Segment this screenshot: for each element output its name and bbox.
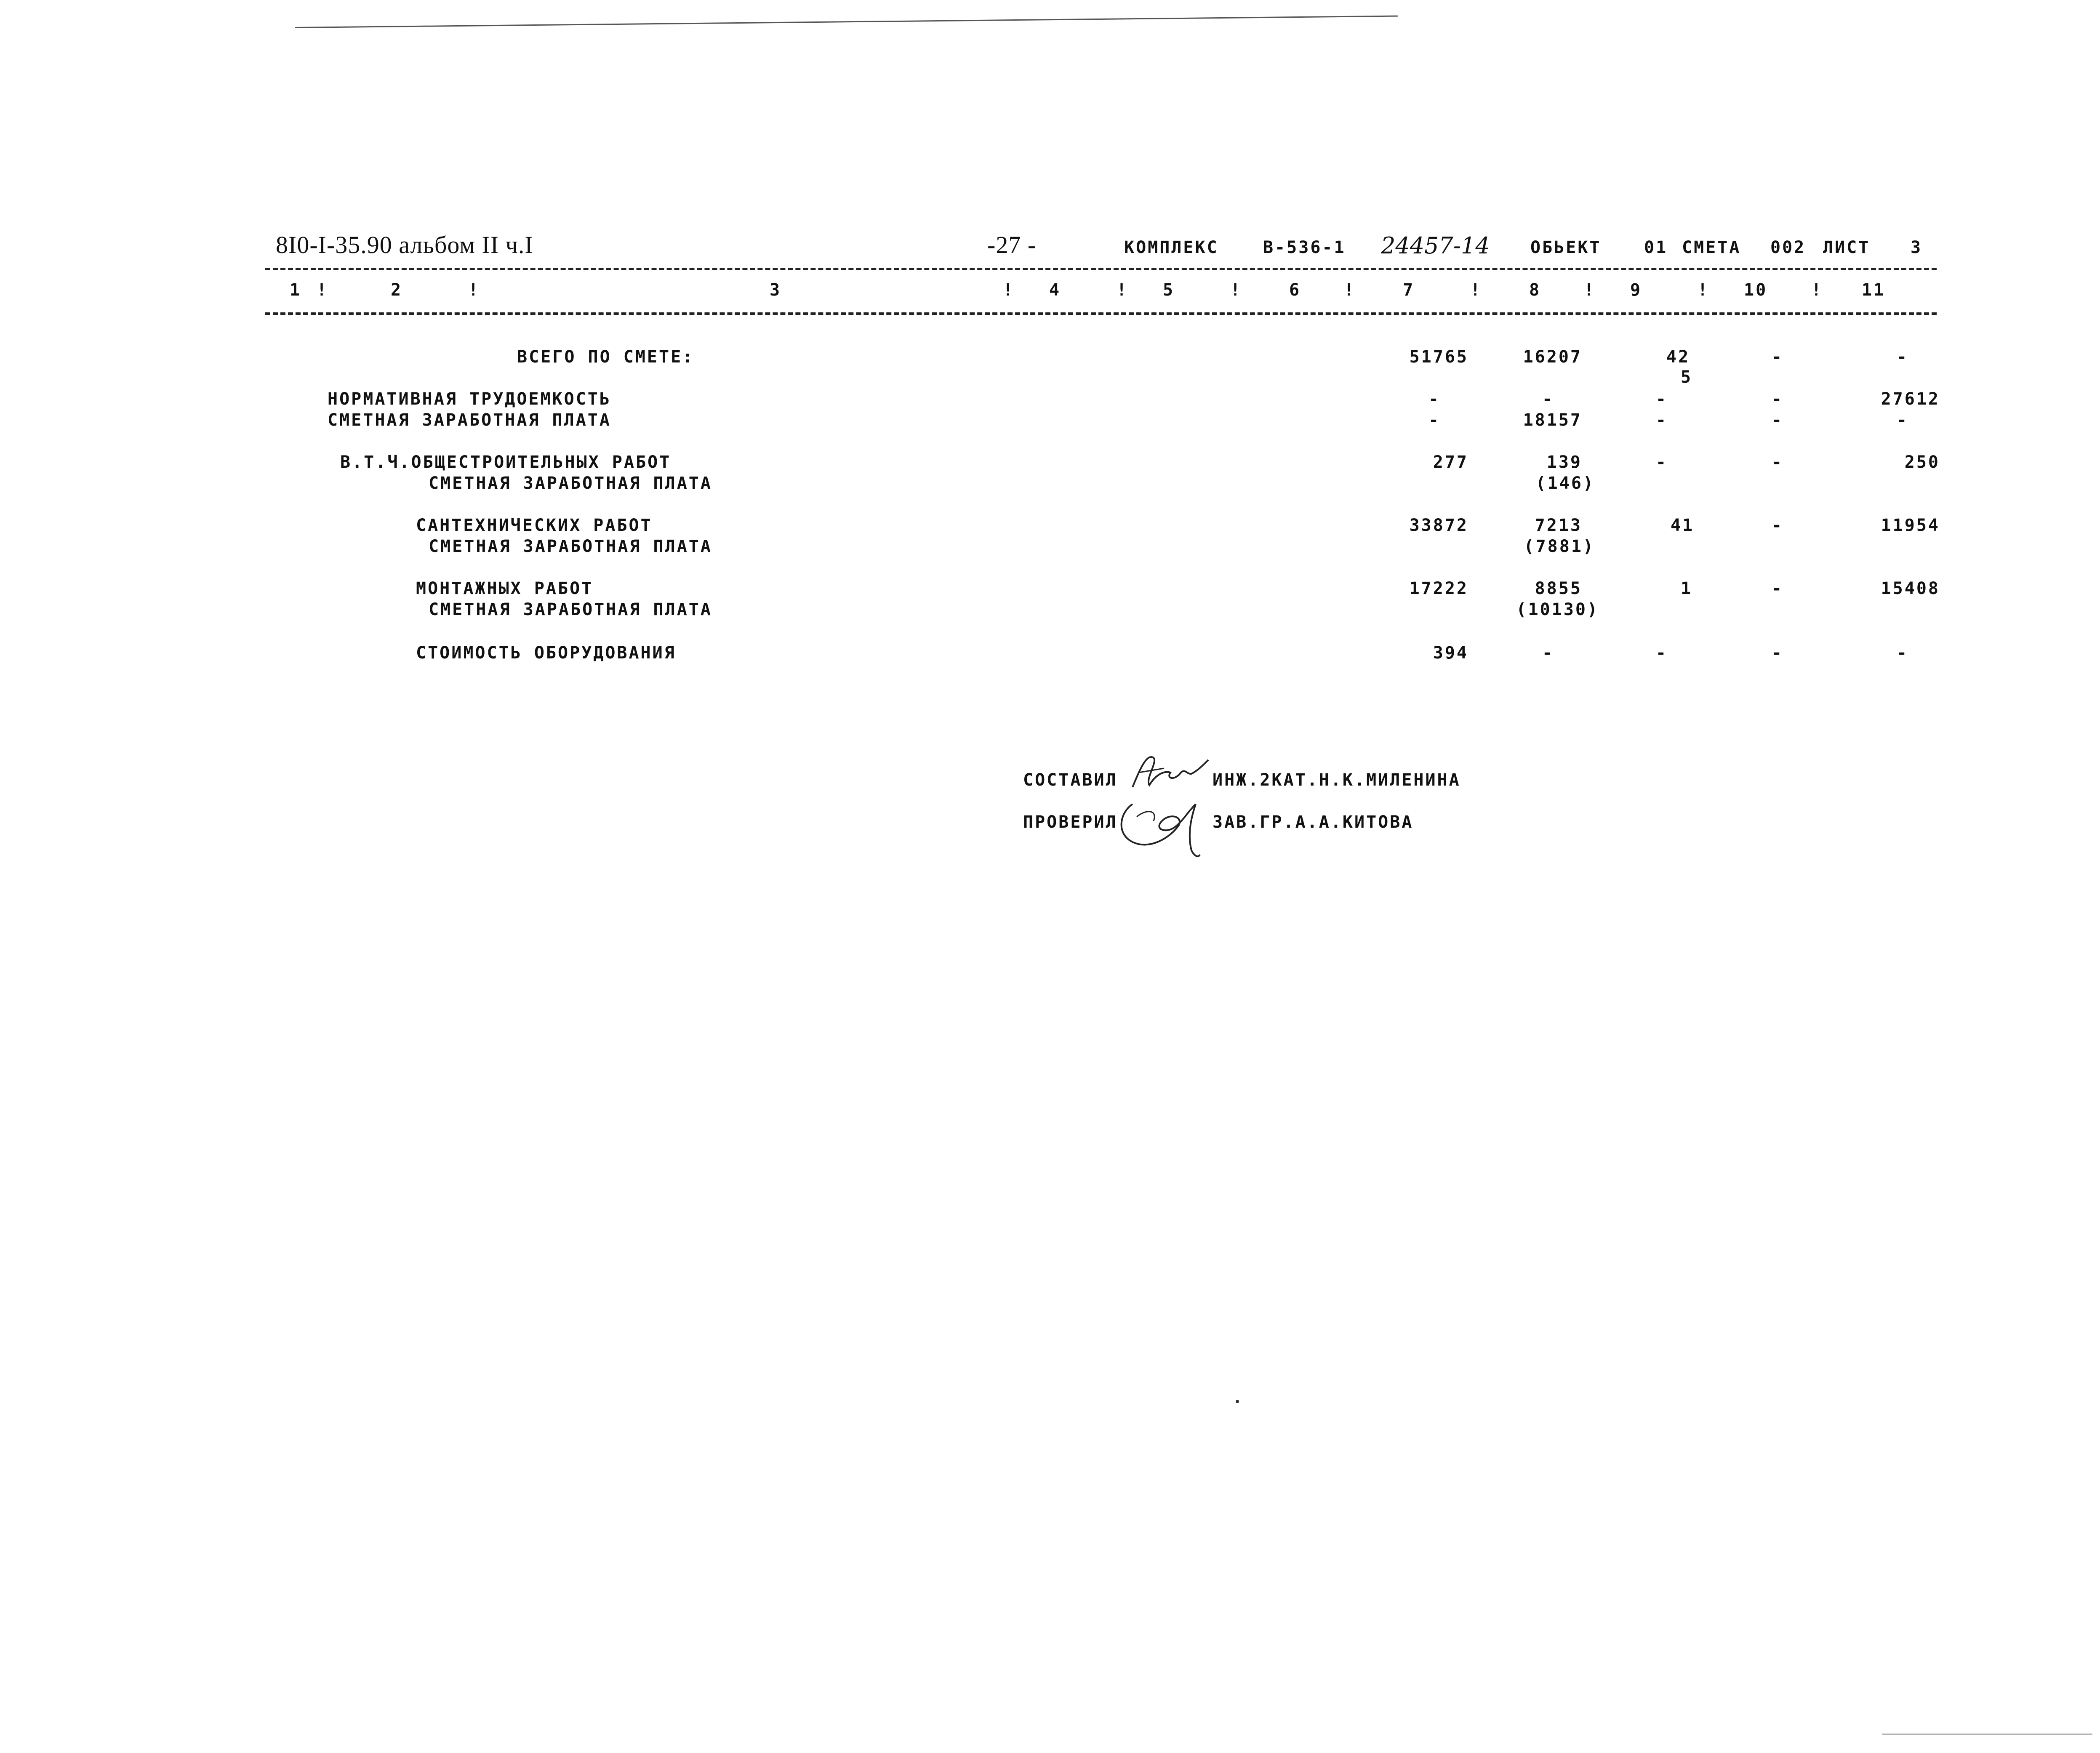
column-separator: ! bbox=[1344, 280, 1356, 300]
total-col7: 51765 bbox=[1409, 347, 1468, 367]
column-header-4: 4 bbox=[1049, 280, 1061, 300]
norm-col10: - bbox=[1772, 389, 1784, 409]
checked-by: ЗАВ.ГР.А.А.КИТОВА bbox=[1213, 813, 1414, 832]
column-header-6: 6 bbox=[1289, 280, 1301, 300]
total-col10: - bbox=[1772, 347, 1784, 367]
wage-col7: - bbox=[1428, 410, 1441, 430]
general-col8: 139 bbox=[1546, 453, 1582, 472]
general-col11: 250 bbox=[1904, 453, 1940, 472]
column-separator: ! bbox=[1698, 280, 1710, 300]
column-header-5: 5 bbox=[1163, 280, 1175, 300]
row-label-norm: НОРМАТИВНАЯ ТРУДОЕМКОСТЬ bbox=[328, 389, 611, 409]
general-col8-sub: (146) bbox=[1535, 474, 1595, 493]
row-label-sanitary: САНТЕХНИЧЕСКИХ РАБОТ bbox=[416, 516, 653, 535]
mounting-col8-sub: (10130) bbox=[1516, 600, 1599, 619]
mounting-col11: 15408 bbox=[1881, 579, 1940, 598]
smeta-label: СМЕТА bbox=[1682, 238, 1741, 257]
smeta-number: 002 bbox=[1770, 238, 1806, 257]
sanitary-col8: 7213 bbox=[1535, 516, 1582, 535]
row-sublabel-mounting: СМЕТНАЯ ЗАРАБОТНАЯ ПЛАТА bbox=[429, 600, 712, 619]
sanitary-col7: 33872 bbox=[1409, 516, 1468, 535]
column-separator: ! bbox=[1117, 280, 1129, 300]
sheet-label: ЛИСТ bbox=[1823, 238, 1871, 257]
complex-handwritten-code: 24457-14 bbox=[1381, 232, 1490, 259]
norm-col11: 27612 bbox=[1881, 389, 1940, 409]
column-separator: ! bbox=[1811, 280, 1823, 300]
equipment-col10: - bbox=[1772, 643, 1784, 663]
mounting-col8: 8855 bbox=[1535, 579, 1582, 598]
row-label-equipment: СТОИМОСТЬ ОБОРУДОВАНИЯ bbox=[416, 643, 676, 663]
sanitary-col11: 11954 bbox=[1881, 516, 1940, 535]
wage-col9: - bbox=[1656, 410, 1668, 430]
equipment-col11: - bbox=[1897, 643, 1909, 663]
wage-col10: - bbox=[1772, 410, 1784, 430]
doc-code: 8I0-I-35.90 альбом II ч.I bbox=[276, 231, 533, 258]
compiled-by: ИНЖ.2КАТ.Н.К.МИЛЕНИНА bbox=[1213, 770, 1461, 790]
equipment-col7: 394 bbox=[1433, 643, 1468, 663]
sanitary-col8-sub: (7881) bbox=[1524, 537, 1595, 556]
header-bottom-rule bbox=[265, 312, 1937, 315]
equipment-col8: - bbox=[1542, 643, 1554, 663]
row-sublabel-sanitary: СМЕТНАЯ ЗАРАБОТНАЯ ПЛАТА bbox=[429, 537, 712, 556]
norm-col9: - bbox=[1656, 389, 1668, 409]
row-label-general: В.Т.Ч.ОБЩЕСТРОИТЕЛЬНЫХ РАБОТ bbox=[340, 453, 672, 472]
wage-col11: - bbox=[1897, 410, 1909, 430]
general-col9: - bbox=[1656, 453, 1668, 472]
total-col9: 42 bbox=[1666, 347, 1690, 367]
column-separator: ! bbox=[1470, 280, 1482, 300]
column-separator: ! bbox=[468, 280, 480, 300]
row-sublabel-general: СМЕТНАЯ ЗАРАБОТНАЯ ПЛАТА bbox=[429, 474, 712, 493]
object-label: ОБЬЕКТ bbox=[1530, 238, 1602, 257]
total-col8: 16207 bbox=[1523, 347, 1582, 367]
norm-col7: - bbox=[1428, 389, 1441, 409]
column-header-10: 10 bbox=[1744, 280, 1768, 300]
row-label-total: ВСЕГО ПО СМЕТЕ: bbox=[517, 347, 695, 367]
column-header-1: 1 bbox=[290, 280, 302, 300]
general-col10: - bbox=[1772, 453, 1784, 472]
general-col7: 277 bbox=[1433, 453, 1468, 472]
column-separator: ! bbox=[317, 280, 329, 300]
column-header-9: 9 bbox=[1630, 280, 1642, 300]
column-header-3: 3 bbox=[770, 280, 782, 300]
norm-col8: - bbox=[1542, 389, 1554, 409]
column-header-2: 2 bbox=[391, 280, 403, 300]
mounting-col10: - bbox=[1772, 579, 1784, 598]
complex-label: КОМПЛЕКС bbox=[1124, 238, 1219, 257]
mounting-col7: 17222 bbox=[1409, 579, 1468, 598]
complex-code: В-536-1 bbox=[1263, 238, 1346, 257]
column-header-7: 7 bbox=[1403, 280, 1415, 300]
scan-speck bbox=[1236, 1400, 1239, 1403]
equipment-col9: - bbox=[1656, 643, 1668, 663]
page-number: -27 - bbox=[987, 231, 1037, 258]
sheet-number: 3 bbox=[1911, 238, 1923, 257]
total-col11: - bbox=[1897, 347, 1909, 367]
column-separator: ! bbox=[1230, 280, 1242, 300]
column-separator: ! bbox=[1584, 280, 1596, 300]
object-number: 01 bbox=[1644, 238, 1668, 257]
mounting-col9: 1 bbox=[1681, 579, 1693, 598]
sanitary-col9: 41 bbox=[1671, 516, 1695, 535]
row-label-wage: СМЕТНАЯ ЗАРАБОТНАЯ ПЛАТА bbox=[328, 410, 611, 430]
sanitary-col10: - bbox=[1772, 516, 1784, 535]
row-label-mounting: МОНТАЖНЫХ РАБОТ bbox=[416, 579, 594, 598]
wage-col8: 18157 bbox=[1523, 410, 1582, 430]
checked-label: ПРОВЕРИЛ bbox=[1023, 813, 1118, 832]
top-scan-edge bbox=[295, 16, 1398, 28]
column-separator: ! bbox=[1003, 280, 1015, 300]
compiled-label: СОСТАВИЛ bbox=[1023, 770, 1118, 790]
column-header-8: 8 bbox=[1529, 280, 1541, 300]
total-col9-sub: 5 bbox=[1681, 368, 1693, 387]
column-header-11: 11 bbox=[1862, 280, 1886, 300]
header-top-rule bbox=[265, 268, 1937, 270]
checked-signature bbox=[1107, 787, 1217, 863]
